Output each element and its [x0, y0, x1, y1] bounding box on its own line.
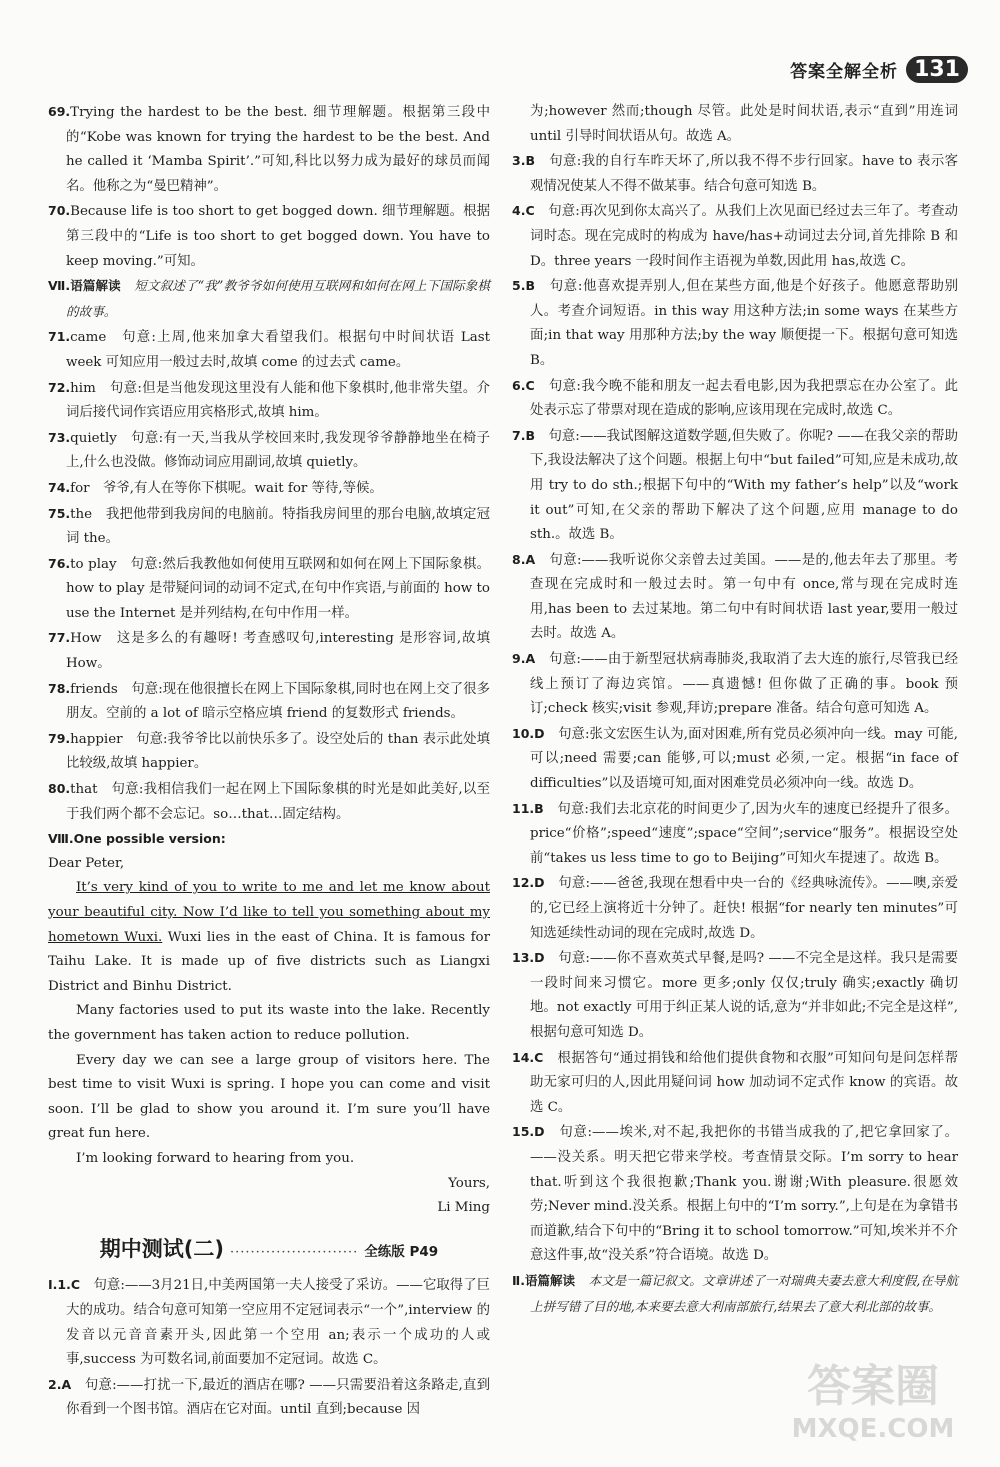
midterm-page-ref: 全练版 P49: [364, 1243, 439, 1260]
answer-7: 7.B 句意:——我试图解这道数学题,但失败了。你呢? ——在我父亲的帮助下,我设法解决了这个问题。根据上句中“but failed”可知,应是未成功,故用 try to do sth.;根据下句中的“With my father’s help”以及“work it out”可知,在父亲的帮助下解决了这个问题,应用 manage to do sth.。故选 B。: [512, 427, 959, 543]
answer-69: 69.Trying the hardest to be the best. 细节理解题。根据第三段中的“Kobe was known for trying the hardest to be the best. And he called it ‘Mamba Spirit’.”可知,科比以努力成为最好的球员而闻名。他称之为“曼巴精神”。: [48, 104, 490, 194]
letter-greeting: Dear Peter,: [48, 855, 125, 871]
answer-8: 8.A 句意:——我听说你父亲曾去过美国。——是的,他去年去了那里。考查现在完成时和一般过去时。第一句中有 once,常与现在完成时连用,has been to 去过某地。第二句中有时间状语 last year,要用一般过去时。故选 A。: [512, 551, 958, 642]
answer-80: 80.that 句意:我相信我们一起在网上下国际象棋的时光是如此美好,以至于我们两个都不会忘记。so…that…固定结构。: [48, 781, 490, 822]
answer-5: 5.B 句意:他喜欢提弄别人,但在某些方面,他是个好孩子。他愿意帮助别人。考查介词短语。in this way 用这种方法;in some ways 在某些方面;in that way 用那种方法;by the way 顺便提一下。根据句意可知选 B。: [512, 278, 958, 368]
sample-letter: [48, 852, 490, 1221]
answer-74: 74.for 爷爷,有人在等你下棋呢。wait for 等待,等候。: [48, 479, 383, 496]
section-7-intro: Ⅶ.语篇解读 短文叙述了“我”教爷爷如何使用互联网和如何在网上下国际象棋的故事。: [48, 278, 490, 319]
answer-9: 9.A 句意:——由于新型冠状病毒肺炎,我取消了去大连的旅行,尽管我已经线上预订了海边宾馆。——真遗憾! 但你做了正确的事。book 预订;check 核实;visit 参观,拜访;prepare 准备。结合句意可知选 A。: [512, 651, 958, 717]
answer-4: 4.C 句意:再次见到你太高兴了。从我们上次见面已经过去三年了。考查动词时态。现在完成时的构成为 have/has+动词过去分词,首先排除 B 和 D。three years 一段时间作主语视为单数,因此用 has,故选 C。: [512, 203, 958, 269]
answer-1: Ⅰ.1.C 句意:——3月21日,中美两国第一夫人接受了采访。——它取得了巨大的成功。结合句意可知第一空应用不定冠词表示“一个”,interview 的发音以元音音素开头,因此第一个空用 an;表示一个成功的人或事,success 为可数名词,前面要加不定冠词。故选 C。: [48, 1277, 491, 1368]
letter-paragraph-4: I’m looking forward to hearing from you.: [76, 1150, 355, 1166]
midterm-dots: ·························: [230, 1244, 359, 1260]
answer-70: 70.Because life is too short to get bogged down. 细节理解题。根据第三段中的“Life is too short to get bogged down. You have to keep moving.”可知。: [48, 203, 490, 269]
answer-78: 78.friends 句意:现在他很擅长在网上下国际象棋,同时也在网上交了很多朋友。空前的 a lot of 暗示空格应填 friend 的复数形式 friends。: [48, 680, 490, 722]
letter-paragraph-3: Every day we can see a large group of visitors here. The best time to visit Wuxi is spring. I hope you can come and visit soon. I’ll be glad to show you around it. I’m sure you’ll have great fun here.: [48, 1052, 490, 1142]
midterm-title: 期中测试(二): [99, 1236, 224, 1261]
letter-signature: Li Ming: [437, 1200, 490, 1216]
letter-paragraph-2: Many factories used to put its waste into the lake. Recently the government has taken action to reduce pollution.: [48, 1003, 490, 1043]
answer-14: 14.C 根据答句“通过捐钱和给他们提供食物和衣服”可知问句是问怎样帮助无家可归的人,因此用疑问词 how 加动词不定式作 know 的宾语。故选 C。: [512, 1049, 958, 1115]
answer-73: 73.quietly 句意:有一天,当我从学校回来时,我发现爷爷静静地坐在椅子上,什么也没做。修饰动词应用副词,故填 quietly。: [48, 429, 490, 471]
watermark-logo: [768, 1349, 978, 1449]
watermark-text-en: MXQE.COM: [791, 1414, 955, 1444]
right-column: [512, 100, 958, 1320]
answer-12: 12.D 句意:——爸爸,我现在想看中央一台的《经典咏流传》。——噢,亲爱的,它已经上演将近十分钟了。赶快! 根据“for nearly ten minutes”可知选延续性动词的现在完成时,故选 D。: [512, 875, 959, 941]
answer-11: 11.B 句意:我们去北京花的时间更少了,因为火车的速度已经提升了很多。price“价格”;speed“速度”;space“空间”;service“服务”。根据设空处前“takes us less time to go to Beijing”可知火车提速了。故选 B。: [512, 800, 958, 866]
answer-13: 13.D 句意:——你不喜欢英式早餐,是吗? ——不完全是这样。我只是需要一段时间来习惯它。more 更多;only 仅仅;truly 确实;exactly 确切地。not exactly 可用于纠正某人说的话,意为“并非如此;不完全是这样”,根据句意可知选 D。: [512, 950, 959, 1040]
section-2-intro: Ⅱ.语篇解读 本文是一篇记叙文。文章讲述了一对瑞典夫妻去意大利度假,在导航上拼写错了目的地,本来要去意大利南部旅行,结果去了意大利北部的故事。: [512, 1272, 959, 1314]
answer-71: 71.came 句意:上周,他来加拿大看望我们。根据句中时间状语 Last week 可知应用一般过去时,故填 come 的过去式 came。: [48, 329, 490, 370]
answer-76: 76.to play 句意:然后我教他如何使用互联网和如何在网上下国际象棋。how to play 是带疑问词的动词不定式,在句中作宾语,与前面的 how to use the Internet 是并列结构,在句中作用一样。: [48, 555, 490, 621]
answer-3: 3.B 句意:我的自行车昨天坏了,所以我不得不步行回家。have to 表示客观情况使某人不得不做某事。结合句意可知选 B。: [512, 153, 959, 194]
header-title: 答案全解全析: [790, 62, 899, 82]
answer-15: 15.D 句意:——埃米,对不起,我把你的书错当成我的了,把它拿回家了。——没关系。明天把它带来学校。考查情景交际。I’m sorry to hear that.听到这个我很抱歉;Thank you.谢谢;With pleasure.很愿效劳;Never mind.没关系。根据上句中的“I’m sorry.”,上句是在为拿错书而道歉,结合下句中的“Bring it to school tomorrow.”可知,埃米并不介意这件事,故“没关系”符合语境。故选 D。: [512, 1124, 959, 1264]
page-header: [790, 56, 968, 83]
answer-2-continued: 为;however 然而;though 尽管。此处是时间状语,表示“直到”用连词 until 引导时间状语从句。故选 A。: [530, 104, 958, 144]
answer-2: 2.A 句意:——打扰一下,最近的酒店在哪? ——只需要沿着这条路走,直到你看到一个图书馆。酒店在它对面。until 直到;because 因: [48, 1376, 490, 1418]
midterm-heading: [48, 1237, 490, 1266]
answer-72: 72.him 句意:但是当他发现这里没有人能和他下象棋时,他非常失望。介词后接代词作宾语应用宾格形式,故填 him。: [48, 379, 490, 421]
answer-10: 10.D 句意:张文宏医生认为,面对困难,所有党员必须冲向一线。may 可能,可以;need 需要;can 能够,可以;must 必须,一定。根据“in face of difficulties”以及语境可知,面对困难党员必须冲向一线。故选 D。: [512, 725, 958, 792]
left-column: [48, 100, 490, 1423]
letter-closing: Yours,: [448, 1175, 490, 1191]
page-number: 131: [906, 56, 968, 83]
answer-6: 6.C 句意:我今晚不能和朋友一起去看电影,因为我把票忘在办公室了。此处表示忘了带票对现在造成的影响,应该用现在完成时,故选 C。: [512, 377, 958, 419]
answer-75: 75.the 我把他带到我房间的电脑前。特指我房间里的那台电脑,故填定冠词 the。: [48, 505, 490, 547]
answer-79: 79.happier 句意:我爷爷比以前快乐多了。设空处后的 than 表示此处填比较级,故填 happier。: [48, 730, 490, 772]
letter-paragraph-1: It’s very kind of you to write to me and let me know about your beautiful city. Now I’d like to tell you something about my hometown Wuxi. Wuxi lies in the east of China. It is famous for Taihu Lake. It is made up of five districts such as Liangxi District and Binhu District.: [48, 880, 490, 994]
section-8-label: Ⅷ.One possible version:: [48, 831, 226, 847]
watermark-text-cn: 答案圈: [807, 1361, 939, 1412]
answer-77: 77.How 这是多么的有趣呀! 考查感叹句,interesting 是形容词,故填 How。: [48, 630, 490, 672]
